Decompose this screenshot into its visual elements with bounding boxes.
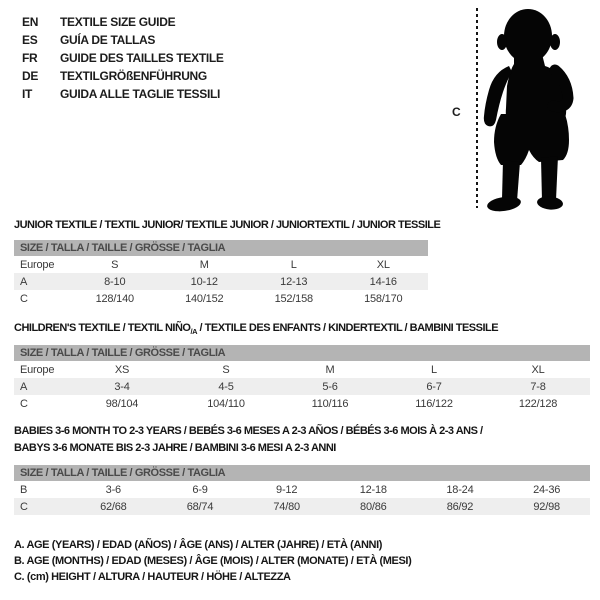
size-cell: 4-5 bbox=[174, 378, 278, 395]
size-header-bar: SIZE / TALLA / TAILLE / GRÖSSE / TAGLIA bbox=[14, 240, 428, 256]
size-cell: 98/104 bbox=[105, 397, 139, 410]
language-title: GUÍA DE TALLAS bbox=[60, 33, 156, 47]
row-label: C bbox=[20, 292, 28, 305]
size-cell: 12-13 bbox=[249, 273, 339, 290]
size-cell: 18-24 bbox=[446, 483, 474, 496]
size-header-row bbox=[14, 465, 590, 481]
size-cell: 12-18 bbox=[359, 483, 387, 496]
size-header-bar: SIZE / TALLA / TAILLE / GRÖSSE / TAGLIA bbox=[14, 345, 590, 361]
size-cell: 122/128 bbox=[518, 397, 558, 410]
table-row-height bbox=[14, 290, 428, 307]
toddler-silhouette-image bbox=[481, 8, 599, 213]
size-cell: 86/92 bbox=[417, 498, 504, 515]
size-cell: 14-16 bbox=[339, 273, 429, 290]
row-label: A bbox=[14, 378, 70, 395]
children-title-prefix: CHILDREN'S TEXTILE / TEXTIL NIÑO bbox=[14, 322, 191, 334]
language-row-de bbox=[22, 67, 224, 85]
language-title: TEXTILE SIZE GUIDE bbox=[60, 15, 176, 29]
junior-table-title: JUNIOR TEXTILE / TEXTIL JUNIOR/ TEXTILE JUNIOR / JUNIORTEXTIL / JUNIOR TESSILE bbox=[14, 219, 441, 231]
size-cell: 128/140 bbox=[95, 292, 134, 305]
table-row-age bbox=[14, 378, 590, 395]
size-cell: M bbox=[199, 258, 209, 271]
size-cell: S bbox=[222, 363, 230, 376]
size-cell: M bbox=[325, 363, 335, 376]
size-header-bar: SIZE / TALLA / TAILLE / GRÖSSE / TAGLIA bbox=[14, 465, 590, 481]
footnote-age-years: A. AGE (YEARS) / EDAD (AÑOS) / ÂGE (ANS) / ALTER (JAHRE) / ETÀ (ANNI) bbox=[14, 539, 382, 551]
table-row-height bbox=[14, 498, 590, 515]
footnote-age-months: B. AGE (MONTHS) / EDAD (MESES) / ÂGE (MOIS) / ALTER (MONATE) / ETÀ (MESI) bbox=[14, 555, 412, 567]
language-title: TEXTILGRÖßENFÜHRUNG bbox=[60, 69, 207, 83]
language-code: ES bbox=[22, 33, 38, 47]
size-cell: 7-8 bbox=[486, 378, 590, 395]
size-cell: XL bbox=[376, 258, 390, 271]
size-cell: 6-9 bbox=[192, 483, 208, 496]
size-cell: XL bbox=[531, 363, 545, 376]
language-row-fr bbox=[22, 49, 224, 67]
table-row-europe bbox=[14, 256, 428, 273]
height-measure-label: C bbox=[452, 105, 461, 119]
size-cell: 104/110 bbox=[207, 397, 245, 410]
size-cell: S bbox=[111, 258, 119, 271]
language-row-es bbox=[22, 31, 224, 49]
size-cell: 3-4 bbox=[70, 378, 174, 395]
size-cell: 5-6 bbox=[278, 378, 382, 395]
row-label: Europe bbox=[20, 363, 55, 376]
size-header-row bbox=[14, 345, 590, 361]
language-code: EN bbox=[22, 15, 39, 29]
babies-title-line2: BABYS 3-6 MONATE BIS 2-3 JAHRE / BAMBINI 3-6 MESI A 2-3 ANNI bbox=[14, 442, 336, 454]
table-row-height bbox=[14, 395, 590, 412]
table-row-months bbox=[14, 481, 590, 498]
size-cell: 24-36 bbox=[533, 483, 561, 496]
size-cell: 3-6 bbox=[105, 483, 121, 496]
babies-table-title bbox=[14, 423, 483, 457]
size-cell: 10-12 bbox=[160, 273, 250, 290]
row-label: Europe bbox=[20, 258, 55, 271]
babies-size-table bbox=[14, 465, 590, 515]
size-cell: 8-10 bbox=[70, 273, 160, 290]
children-table-title bbox=[14, 320, 498, 340]
row-label: A bbox=[14, 273, 70, 290]
language-title: GUIDE DES TAILLES TEXTILE bbox=[60, 51, 224, 65]
row-label: B bbox=[20, 483, 28, 496]
language-title: GUIDA ALLE TAGLIE TESSILI bbox=[60, 87, 221, 101]
babies-title-line1: BABIES 3-6 MONTH TO 2-3 YEARS / BEBÉS 3-6 MESES A 2-3 AÑOS / BÉBÉS 3-6 MOIS À 2-3 ANS / bbox=[14, 425, 483, 437]
size-cell: 6-7 bbox=[382, 378, 486, 395]
legend-footnotes bbox=[14, 537, 411, 585]
size-cell: 9-12 bbox=[276, 483, 298, 496]
table-row-europe bbox=[14, 361, 590, 378]
row-label: C bbox=[14, 498, 70, 515]
size-cell: 80/86 bbox=[330, 498, 417, 515]
children-size-table bbox=[14, 345, 590, 412]
size-cell: L bbox=[290, 258, 297, 271]
size-cell: 62/68 bbox=[70, 498, 157, 515]
size-cell: 110/116 bbox=[311, 397, 349, 410]
table-row-age bbox=[14, 273, 428, 290]
size-cell: 152/158 bbox=[274, 292, 313, 305]
size-cell: 68/74 bbox=[157, 498, 244, 515]
size-cell: 158/170 bbox=[364, 292, 403, 305]
footnote-height: C. (cm) HEIGHT / ALTURA / HAUTEUR / HÖHE / ALTEZZA bbox=[14, 571, 291, 583]
children-title-suffix: / TEXTILE DES ENFANTS / KINDERTEXTIL / BAMBINI TESSILE bbox=[196, 322, 499, 334]
size-cell: L bbox=[431, 363, 437, 376]
size-cell: XS bbox=[114, 363, 130, 376]
size-cell: 74/80 bbox=[243, 498, 330, 515]
language-code: IT bbox=[22, 87, 33, 101]
size-cell: 116/122 bbox=[415, 397, 453, 410]
row-label: C bbox=[20, 397, 28, 410]
language-header bbox=[22, 13, 224, 103]
children-title-subscript: /A bbox=[190, 327, 197, 337]
language-row-en bbox=[22, 13, 224, 31]
junior-size-table bbox=[14, 240, 428, 307]
language-row-it bbox=[22, 85, 224, 103]
size-header-row bbox=[14, 240, 428, 256]
size-cell: 140/152 bbox=[185, 292, 224, 305]
size-cell: 92/98 bbox=[503, 498, 590, 515]
language-code: FR bbox=[22, 51, 38, 65]
height-measure-dashed-line bbox=[476, 8, 478, 208]
language-code: DE bbox=[22, 69, 39, 83]
